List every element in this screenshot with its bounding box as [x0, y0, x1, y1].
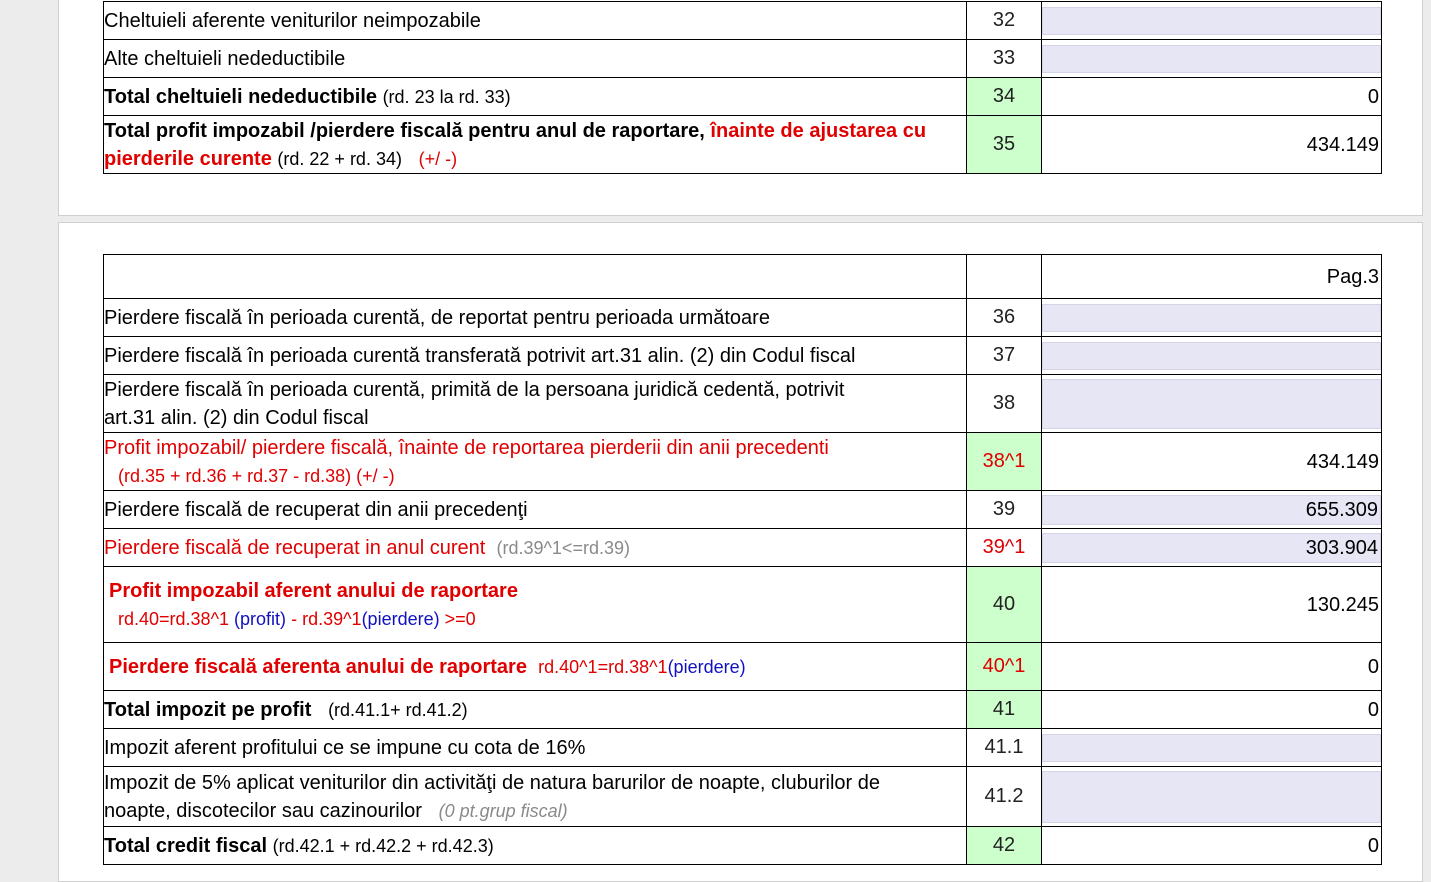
row-number: 41 [967, 691, 1042, 729]
table-row-33 [104, 40, 1382, 78]
row-formula: (rd.39^1<=rd.39) [496, 537, 630, 558]
row-label [104, 375, 967, 433]
table-row-39-1 [104, 529, 1382, 567]
row-label-bold: Profit impozabil aferent anului de raportare [109, 579, 518, 602]
row-note: (0 pt.grup fiscal) [438, 800, 568, 821]
row-formula: (rd.41.1+ rd.41.2) [328, 699, 468, 720]
row-number: 37 [967, 337, 1042, 375]
row-label: Cheltuieli aferente veniturilor neimpozabile [104, 2, 967, 40]
row-label: Alte cheltuieli nedeductibile [104, 40, 967, 78]
row-number: 32 [967, 2, 1042, 40]
row-number: 38 [967, 375, 1042, 433]
row-number: 40 [967, 567, 1042, 643]
row-label-line1: Profit impozabil/ pierdere fiscală, înainte de reportarea pierderii din anii precedenti [104, 436, 829, 459]
row-label-text: Pierdere fiscală de recuperat in anul curent [104, 536, 486, 559]
row-label-line1: Pierdere fiscală în perioada curentă, primită de la persoana juridică cedentă, potrivit [104, 378, 845, 401]
row-number: 33 [967, 40, 1042, 78]
row-label [104, 827, 967, 865]
row-number: 40^1 [967, 643, 1042, 691]
table-row-37 [104, 337, 1382, 375]
row-label-bold: Total impozit pe profit [104, 698, 312, 721]
form-page-3 [58, 222, 1423, 882]
table-row-34 [104, 78, 1382, 116]
row-label: Pierdere fiscală în perioada curentă transferată potrivit art.31 alin. (2) din Codul fiscal [104, 337, 967, 375]
value-input-33[interactable] [1042, 45, 1381, 73]
page-label: Pag.3 [1326, 265, 1379, 288]
row-formula: (rd.42.1 + rd.42.2 + rd.42.3) [272, 835, 494, 856]
row-label [104, 116, 967, 174]
row-label [104, 767, 967, 827]
value-input-36[interactable] [1042, 304, 1381, 332]
row-label-line1: Impozit de 5% aplicat veniturilor din activităţi de natura barurilor de noapte, cluburilor de [104, 771, 880, 794]
row-label: Pierdere fiscală de recuperat din anii precedenţi [104, 491, 967, 529]
row-number: 35 [967, 116, 1042, 174]
computed-value-35: 434.149 [1306, 133, 1379, 156]
row-label-bold: Pierdere fiscală aferenta anului de raportare [109, 655, 527, 678]
row-label: Impozit aferent profitului ce se impune cu cota de 16% [104, 729, 967, 767]
form-table-top [103, 1, 1382, 174]
form-page-2-bottom [58, 0, 1423, 216]
table-row-38-1 [104, 433, 1382, 491]
row-label [104, 433, 967, 491]
table-row-42 [104, 827, 1382, 865]
row-label-bold: Total cheltuieli nedeductibile [104, 85, 377, 108]
table-row-40 [104, 567, 1382, 643]
row-label [104, 78, 967, 116]
form-table-bottom [103, 254, 1382, 865]
table-row-41 [104, 691, 1382, 729]
row-label [104, 691, 967, 729]
row-number: 42 [967, 827, 1042, 865]
row-number: 39^1 [967, 529, 1042, 567]
row-formula: (rd.35 + rd.36 + rd.37 - rd.38) (+/ -) [118, 465, 395, 486]
computed-value-41: 0 [1367, 698, 1379, 721]
row-label [104, 529, 967, 567]
computed-value-40: 130.245 [1306, 593, 1379, 616]
row-number: 41.2 [967, 767, 1042, 827]
value-input-37[interactable] [1042, 342, 1381, 370]
row-label [104, 567, 967, 643]
computed-value-40-1: 0 [1367, 655, 1379, 678]
row-label-line2: noapte, discotecilor sau cazinourilor (0 pt.grup fiscal) [104, 799, 568, 822]
value-input-38[interactable] [1042, 379, 1381, 429]
row-label-line2: art.31 alin. (2) din Codul fiscal [104, 406, 369, 429]
row-label-bold-red: înainte de ajustarea cu pierderile curente [104, 119, 927, 170]
row-number: 38^1 [967, 433, 1042, 491]
computed-value-38-1: 434.149 [1306, 450, 1379, 473]
table-row-39 [104, 491, 1382, 529]
value-input-39-1[interactable]: 303.904 [1042, 533, 1381, 563]
row-sign: (+/ -) [418, 148, 458, 169]
value-input-32[interactable] [1042, 7, 1381, 35]
value-input-39[interactable]: 655.309 [1042, 495, 1381, 525]
table-row-40-1 [104, 643, 1382, 691]
table-header-row [104, 255, 1382, 299]
table-row-36 [104, 299, 1382, 337]
row-label: Pierdere fiscală în perioada curentă, de reportat pentru perioada următoare [104, 299, 967, 337]
computed-value-42: 0 [1367, 834, 1379, 857]
row-label-bold: Total credit fiscal [104, 834, 268, 857]
table-row-38 [104, 375, 1382, 433]
row-number: 41.1 [967, 729, 1042, 767]
table-row-35 [104, 116, 1382, 174]
row-formula: (rd. 22 + rd. 34) [277, 148, 402, 169]
row-number: 36 [967, 299, 1042, 337]
row-formula: (rd. 23 la rd. 33) [382, 86, 511, 107]
row-number: 34 [967, 78, 1042, 116]
table-row-32 [104, 2, 1382, 40]
row-label-bold: Total profit impozabil /pierdere fiscală pentru anul de raportare, [104, 119, 705, 142]
row-formula: rd.40=rd.38^1 (profit) - rd.39^1(pierdere) >=0 [118, 608, 476, 629]
row-number: 39 [967, 491, 1042, 529]
value-input-41-1[interactable] [1042, 734, 1381, 762]
row-label: Pierdere fiscală aferenta anului de raportare rd.40^1=rd.38^1(pierdere) [104, 643, 967, 691]
table-row-41-1 [104, 729, 1382, 767]
computed-value-34: 0 [1367, 85, 1379, 108]
value-input-41-2[interactable] [1042, 771, 1381, 823]
table-row-41-2 [104, 767, 1382, 827]
